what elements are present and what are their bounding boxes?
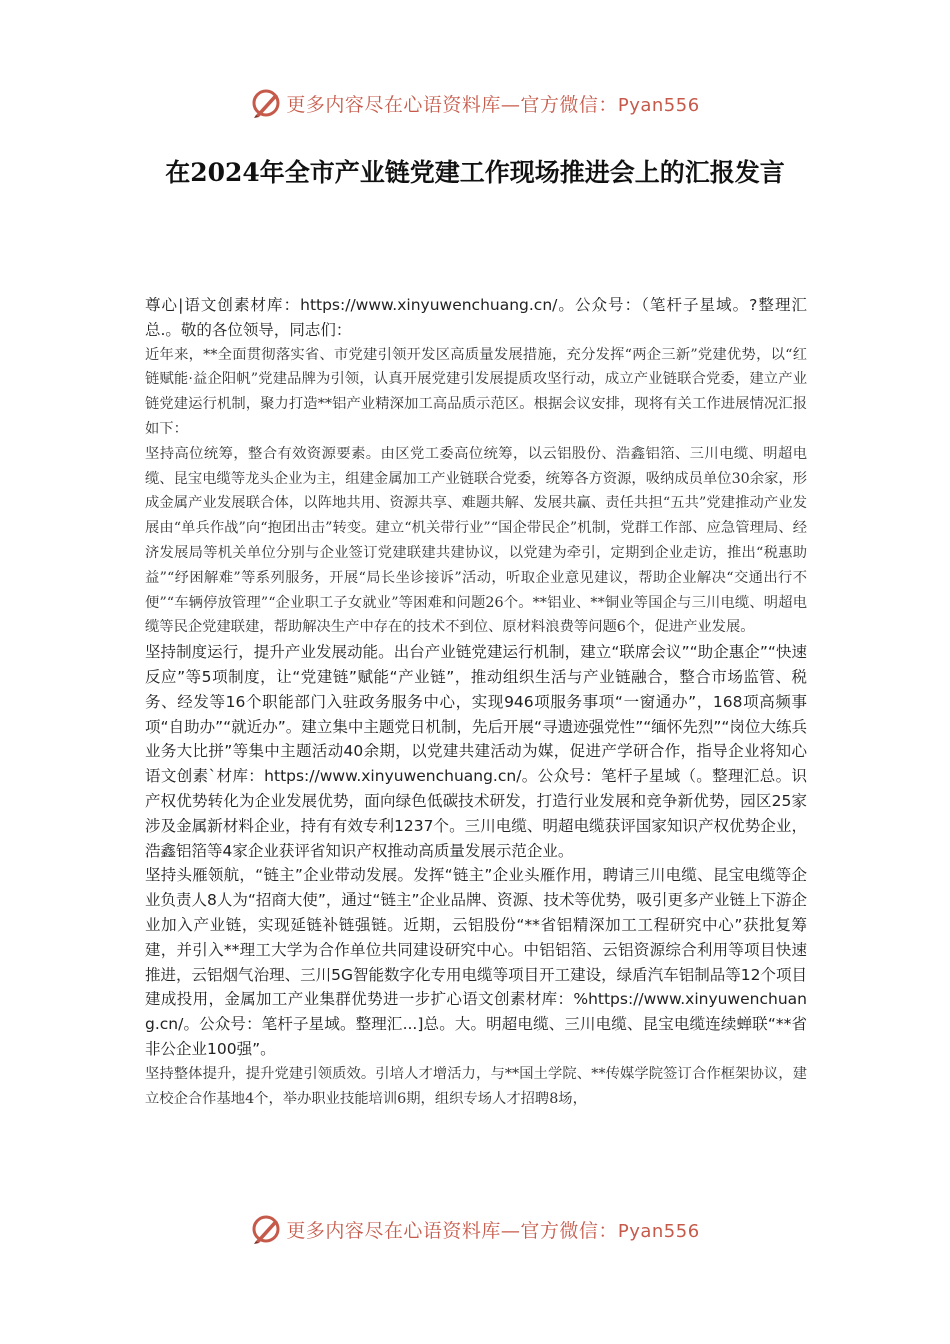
paragraph-institution: 坚持制度运行，提升产业发展动能。出台产业链党建运行机制，建立“联席会议”“助企惠企”“快速反应”等5项制度，让“党建链”赋能“产业链”，推动组织生活与产业链融合，整合市场监管、税务、经发等16个职能部门入驻政务服务中心，实现946项服务事项“一窗通办”，168项高频事项“自助办”“就近办”。建立集中主题党日机制，先后开展“寻遗迹强党性”“缅怀先烈”“岗位大练兵 业务大比拼”等集中主题活动40余期，以党建共建活动为媒，促进产学研合作，指导企业将知心语文创素`材库：https://www.xinyuwenchuang.cn/。公众号：笔杆子星域（。整理汇总。识产权优势转化为企业发展优势，面向绿色低碳技术研发，打造行业发展和竞争新优势，园区25家涉及金属新材料企业，持有有效专利1237个。三川电缆、明超电缆获评国家知识产权优势企业，浩鑫铝箔等4家企业获评省知识产权推动高质量发展示范企业。 xyxy=(145,643,807,860)
paragraph-leading-enterprise: 坚持头雁领航，“链主”企业带动发展。发挥“链主”企业头雁作用，聘请三川电缆、昆宝电缆等企业负责人8人为“招商大使”，通过“链主”企业品牌、资源、技术等优势，吸引更多产业链上下游企业加入产业链，实现延链补链强链。近期，云铝股份“**省铝精深加工工程研究中心”获批复筹建，并引入**理工大学为合作单位共同建设研究中心。中铝铝箔、云铝资源综合利用等项目快速推进，云铝烟气治理、三川5G智能数字化专用电缆等项目开工建设，绿盾汽车铝制品等12个项目建成投用，金属加工产业集群优势进一步扩心语文创素材库：%https://www.xinyuwenchuang.cn/。公众号：笔杆子星域。整理汇...]总。大。明超电缆、三川电缆、昆宝电缆连续蝉联“**省非公企业100强”。 xyxy=(145,866,807,1058)
paragraph-intro: 近年来，**全面贯彻落实省、市党建引领开发区高质量发展措施，充分发挥“两企三新”党建优势，以“红链赋能·益企阳帆”党建品牌为引领，认真开展党建引发展提质攻坚行动，成立产业链联合党委，建立产业链党建运行机制，聚力打造**铝产业精深加工高品质示范区。根据会议安排，现将有关工作进展情况汇报如下： xyxy=(145,346,807,437)
wechat-id: Pyan556 xyxy=(617,1220,700,1242)
header-banner xyxy=(0,86,950,120)
pen-logo-icon xyxy=(250,1213,282,1245)
paragraph-coordination: 坚持高位统筹，整合有效资源要素。由区党工委高位统筹，以云铝股份、浩鑫铝箔、三川电缆、明超电缆、昆宝电缆等龙头企业为主，组建金属加工产业链联合党委，统筹各方资源，吸纳成员单位30余家，形成金属产业发展联合体，以阵地共用、资源共享、难题共解、发展共赢、责任共担“五共”党建推动产业发展由“单兵作战”向“抱团出击”转变。建立“机关带行业”“国企带民企”机制，党群工作部、应急管理局、经济发展局等机关单位分别与企业签订党建联建共建协议，以党建为牵引，定期到企业走访，推出“税惠助益”“纾困解难”等系列服务，开展“局长坐诊接诉”活动，听取企业意见建议，帮助企业解决“交通出行不便”“车辆停放管理”“企业职工子女就业”等困难和问题26个。**铝业、**铜业等国企与三川电缆、明超电缆等民企党建联建，帮助解决生产中存在的技术不到位、原材料浪费等问题6个，促进产业发展。 xyxy=(145,445,807,636)
wechat-id: Pyan556 xyxy=(617,94,700,116)
banner-text: 更多内容尽在心语资料库—官方微信：Pyan556 xyxy=(286,93,700,116)
pen-logo-icon xyxy=(250,87,282,119)
paragraph-greeting: 尊心|语文创素材库：https://www.xinyuwenchuang.cn/。公众号：（笔杆子星域。?整理汇总.。敬的各位领导，同志们： xyxy=(145,296,807,339)
footer-banner xyxy=(0,1212,950,1246)
banner-text: 更多内容尽在心语资料库—官方微信：Pyan556 xyxy=(286,1219,700,1242)
paragraph-overall-improvement: 坚持整体提升，提升党建引领质效。引培人才增活力，与**国土学院、**传媒学院签订合作框架协议，建立校企合作基地4个，举办职业技能培训6期，组织专场人才招聘8场， xyxy=(145,1065,807,1107)
document-body xyxy=(145,293,807,1111)
document-title: 在2024年全市产业链党建工作现场推进会上的汇报发言 xyxy=(165,158,785,187)
